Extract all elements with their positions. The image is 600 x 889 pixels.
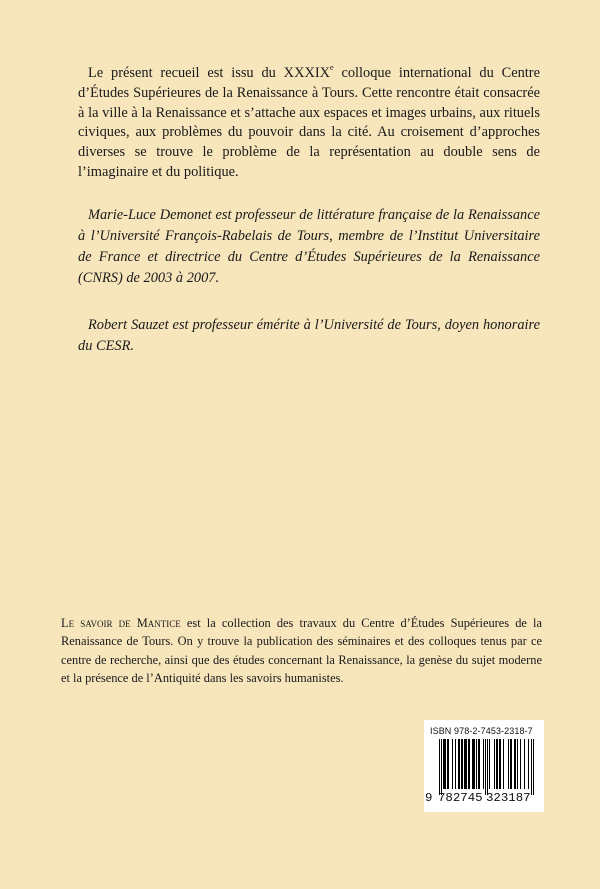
barcode-first-digit: 9 [425, 791, 433, 805]
barcode-bar [478, 739, 479, 789]
barcode-bar [499, 739, 500, 789]
isbn-barcode [424, 720, 544, 812]
isbn-label: ISBN 978-2-7453-2318-7 [430, 726, 533, 736]
summary-text-rest: colloque international du Centre d’Études Supérieures de la Renaissance à Tours. Cette rencontre était consacrée à la ville à la Renaissance et s’attache aux espaces et images urbains, aux rituels civiques, aux problèmes du pouvoir dans la cité. Au croisement d’approches diverses se trouve le problème de la représentation au double sens de l’imaginaire et du politique. [78, 65, 540, 180]
barcode-bar [483, 739, 484, 789]
barcode-bar [473, 739, 474, 789]
barcode-bar [448, 739, 449, 789]
barcode-bar [524, 739, 525, 789]
barcode-guard-bar [439, 739, 440, 795]
barcode-bar [479, 739, 480, 789]
barcode-bar [445, 739, 446, 789]
barcode-bar [474, 739, 475, 789]
barcode-bar [461, 739, 462, 789]
barcode-bar [528, 739, 529, 789]
barcode-digits [424, 791, 544, 807]
barcode-bar [444, 739, 445, 789]
barcode-left-group: 782745 [438, 791, 483, 805]
barcode-bar [447, 739, 448, 789]
barcode-guard-bar [487, 739, 488, 795]
barcode-bar [443, 739, 444, 789]
barcode-guard-bar [531, 739, 532, 795]
barcode-guard-bar [485, 739, 486, 795]
barcode-bar [468, 739, 469, 789]
barcode-bar [452, 739, 453, 789]
summary-text-start: Le présent recueil est issu du XXXIX [88, 65, 331, 81]
barcode-bars [434, 739, 538, 795]
ordinal-superscript: e [330, 63, 334, 73]
barcode-bar [489, 739, 490, 789]
barcode-bar [520, 739, 521, 789]
barcode-bar [494, 739, 495, 789]
author-bio-sauzet: Robert Sauzet est professeur émérite à l’Université de Tours, doyen honoraire du CESR. [78, 317, 540, 354]
collection-text: est la collection des travaux du Centre d’Études Supérieures de la Renaissance de Tours. On y trouve la publication des séminaires et des colloques tenus par ce centre de recherche, ainsi que des études concernant la Renaissance, la genèse du sujet moderne et la présence de l’Antiquité dans les savoirs humanistes. [61, 616, 542, 686]
barcode-bar [511, 739, 512, 789]
barcode-bar [464, 739, 465, 789]
barcode-bar [472, 739, 473, 789]
barcode-bar [462, 739, 463, 789]
barcode-bar [458, 739, 459, 789]
barcode-bar [455, 739, 456, 789]
collection-description [61, 614, 542, 688]
barcode-bar [508, 739, 509, 789]
barcode-bar [465, 739, 466, 789]
barcode-guard-bar [441, 739, 442, 795]
back-cover-summary [78, 64, 540, 183]
barcode-bar [517, 739, 518, 789]
barcode-bar [459, 739, 460, 789]
barcode-bar [466, 739, 467, 789]
barcode-bar [510, 739, 511, 789]
barcode-bar [515, 739, 516, 789]
barcode-bar [496, 739, 497, 789]
barcode-right-group: 323187 [486, 791, 531, 805]
barcode-guard-bar [533, 739, 534, 795]
barcode-bar [469, 739, 470, 789]
collection-series-name: Le savoir de Mantice [61, 616, 181, 630]
author-bio-demonet: Marie-Luce Demonet est professeur de littérature française de la Renaissance à l’Université François-Rabelais de Tours, membre de l’Institut Universitaire de France et directrice du Centre d’Études Supérieures de la Renaissance (CNRS) de 2003 à 2007. [78, 207, 540, 286]
barcode-bar [476, 739, 477, 789]
barcode-bar [497, 739, 498, 789]
barcode-bar [514, 739, 515, 789]
barcode-bar [500, 739, 501, 789]
barcode-bar [503, 739, 504, 789]
